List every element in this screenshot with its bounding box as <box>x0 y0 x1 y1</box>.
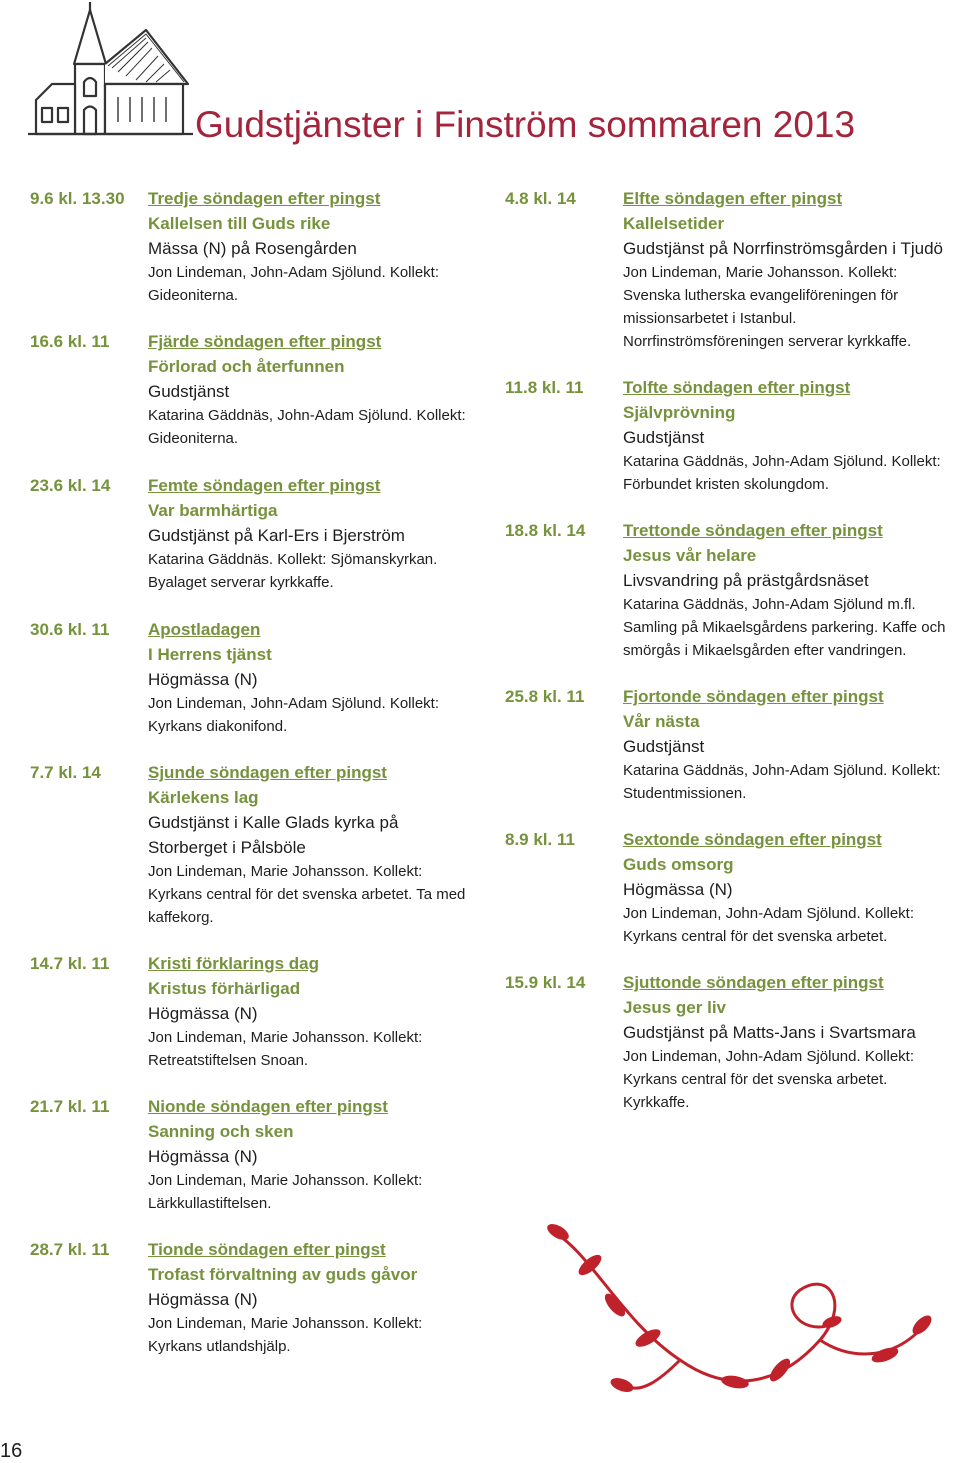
entry-sunday: Trettonde söndagen efter pingst <box>623 521 883 540</box>
service-entry <box>30 951 480 1072</box>
entry-sunday: Nionde söndagen efter pingst <box>148 1097 388 1116</box>
entry-body <box>148 760 480 929</box>
entry-body <box>148 1094 480 1215</box>
entry-details: Jon Lindeman, John-Adam Sjölund. Kollekt: Kyrkans diakonifond. <box>148 695 440 735</box>
service-entry <box>505 684 957 805</box>
entry-date: 16.6 kl. 11 <box>30 332 110 351</box>
entry-sunday: Sjunde söndagen efter pingst <box>148 763 387 782</box>
entry-theme: Trofast förvaltning av guds gåvor <box>148 1265 418 1284</box>
entry-sunday: Fjortonde söndagen efter pingst <box>623 687 884 706</box>
entry-details: Jon Lindeman, Marie Johansson. Kollekt: Kyrkans central för det svenska arbetet. Ta med kaffekorg. <box>148 863 466 926</box>
entry-date: 14.7 kl. 11 <box>30 954 110 973</box>
entry-service: Gudstjänst på Matts-Jans i Svartsmara <box>623 1023 916 1042</box>
entry-service: Högmässa (N) <box>623 880 733 899</box>
entry-sunday: Kristi förklarings dag <box>148 954 319 973</box>
church-logo <box>28 2 193 142</box>
entry-date: 25.8 kl. 11 <box>505 687 585 706</box>
entry-body <box>623 827 957 948</box>
entry-theme: Kallelsen till Guds rike <box>148 214 331 233</box>
entry-service: Gudstjänst i Kalle Glads kyrka på Storberget i Pålsböle <box>148 813 399 857</box>
entry-details: Jon Lindeman, Marie Johansson. Kollekt: Svenska lutherska evangeliföreningen för missionsarbetet i Istanbul. Norrfinströmsföreningen serverar kyrkkaffe. <box>623 264 912 350</box>
vine-flourish-icon <box>530 1210 950 1410</box>
entry-body <box>148 329 480 450</box>
entry-service: Gudstjänst på Karl-Ers i Bjerström <box>148 526 405 545</box>
entry-date: 11.8 kl. 11 <box>505 378 584 397</box>
entry-theme: Vår nästa <box>623 712 700 731</box>
service-entry <box>30 186 480 307</box>
entry-details: Katarina Gäddnäs. Kollekt: Sjömanskyrkan. Byalaget serverar kyrkkaffe. <box>148 551 438 591</box>
entry-date: 8.9 kl. 11 <box>505 830 575 849</box>
entry-sunday: Elfte söndagen efter pingst <box>623 189 843 208</box>
entry-sunday: Tionde söndagen efter pingst <box>148 1240 386 1259</box>
entry-sunday: Sextonde söndagen efter pingst <box>623 830 882 849</box>
service-entry <box>505 518 957 662</box>
entry-service: Gudstjänst <box>623 428 705 447</box>
entry-details: Jon Lindeman, John-Adam Sjölund. Kollekt: Gideoniterna. <box>148 264 440 304</box>
service-entry <box>30 329 480 450</box>
entry-service: Mässa (N) på Rosengården <box>148 239 357 258</box>
entry-theme: Självprövning <box>623 403 736 422</box>
entry-theme: Jesus ger liv <box>623 998 727 1017</box>
entry-details: Katarina Gäddnäs, John-Adam Sjölund. Kollekt: Förbundet kristen skolungdom. <box>623 453 941 493</box>
entry-theme: Förlorad och återfunnen <box>148 357 345 376</box>
right-column <box>505 186 957 1114</box>
entry-date: 21.7 kl. 11 <box>30 1097 110 1116</box>
entry-date: 18.8 kl. 14 <box>505 521 586 540</box>
entry-body <box>148 951 480 1072</box>
entry-details: Jon Lindeman, John-Adam Sjölund. Kollekt: Kyrkans central för det svenska arbetet. <box>623 905 915 945</box>
entry-theme: Var barmhärtiga <box>148 501 278 520</box>
page-number: 16 <box>0 1440 23 1462</box>
entry-theme: Kärlekens lag <box>148 788 259 807</box>
entry-sunday: Femte söndagen efter pingst <box>148 476 381 495</box>
page-title: Gudstjänster i Finström sommaren 2013 <box>195 104 856 145</box>
service-entry <box>30 1094 480 1215</box>
entry-service: Högmässa (N) <box>148 1004 258 1023</box>
entry-service: Gudstjänst <box>623 737 705 756</box>
entry-body <box>623 186 957 353</box>
entry-sunday: Apostladagen <box>148 620 261 639</box>
entry-theme: Kristus förhärligad <box>148 979 301 998</box>
service-entry <box>505 827 957 948</box>
service-entry <box>505 375 957 496</box>
entry-body <box>623 518 957 662</box>
entry-date: 15.9 kl. 14 <box>505 973 586 992</box>
entry-date: 9.6 kl. 13.30 <box>30 189 125 208</box>
service-entry <box>30 1237 480 1358</box>
church-drawing-icon <box>28 2 193 142</box>
entry-details: Jon Lindeman, Marie Johansson. Kollekt: Lärkkullastiftelsen. <box>148 1172 423 1212</box>
entry-details: Katarina Gäddnäs, John-Adam Sjölund m.fl. Samling på Mikaelsgårdens parkering. Kaffe och smörgås i Mikaelsgården efter vandringen. <box>623 596 946 659</box>
left-column <box>30 186 480 1358</box>
entry-body <box>148 1237 480 1358</box>
entry-sunday: Fjärde söndagen efter pingst <box>148 332 382 351</box>
entry-date: 4.8 kl. 14 <box>505 189 576 208</box>
red-flourish-decoration <box>530 1210 950 1410</box>
service-entry <box>30 473 480 594</box>
entry-details: Jon Lindeman, John-Adam Sjölund. Kollekt: Kyrkans central för det svenska arbetet. Kyrkkaffe. <box>623 1048 915 1111</box>
entry-details: Jon Lindeman, Marie Johansson. Kollekt: Retreatstiftelsen Snoan. <box>148 1029 423 1069</box>
entry-theme: I Herrens tjänst <box>148 645 272 664</box>
entry-theme: Kallelsetider <box>623 214 725 233</box>
entry-details: Katarina Gäddnäs, John-Adam Sjölund. Kollekt: Studentmissionen. <box>623 762 941 802</box>
entry-theme: Sanning och sken <box>148 1122 294 1141</box>
entry-sunday: Sjuttonde söndagen efter pingst <box>623 973 884 992</box>
entry-date: 7.7 kl. 14 <box>30 763 101 782</box>
entry-service: Gudstjänst <box>148 382 230 401</box>
entry-sunday: Tolfte söndagen efter pingst <box>623 378 851 397</box>
entry-service: Högmässa (N) <box>148 1290 258 1309</box>
entry-body <box>623 375 957 496</box>
entry-service: Högmässa (N) <box>148 1147 258 1166</box>
entry-details: Jon Lindeman, Marie Johansson. Kollekt: Kyrkans utlandshjälp. <box>148 1315 423 1355</box>
entry-date: 30.6 kl. 11 <box>30 620 110 639</box>
entry-sunday: Tredje söndagen efter pingst <box>148 189 381 208</box>
service-entry <box>30 760 480 929</box>
entry-date: 28.7 kl. 11 <box>30 1240 110 1259</box>
entry-date: 23.6 kl. 14 <box>30 476 111 495</box>
service-entry <box>30 617 480 738</box>
entry-service: Livsvandring på prästgårdsnäset <box>623 571 869 590</box>
entry-theme: Jesus vår helare <box>623 546 757 565</box>
service-entry <box>505 186 957 353</box>
entry-body <box>148 617 480 738</box>
entry-body <box>623 684 957 805</box>
entry-details: Katarina Gäddnäs, John-Adam Sjölund. Kollekt: Gideoniterna. <box>148 407 466 447</box>
entry-body <box>623 970 957 1114</box>
entry-body <box>148 473 480 594</box>
entry-service: Gudstjänst på Norrfinströmsgården i Tjudö <box>623 239 944 258</box>
entry-theme: Guds omsorg <box>623 855 734 874</box>
entry-service: Högmässa (N) <box>148 670 258 689</box>
entry-body <box>148 186 480 307</box>
service-entry <box>505 970 957 1114</box>
